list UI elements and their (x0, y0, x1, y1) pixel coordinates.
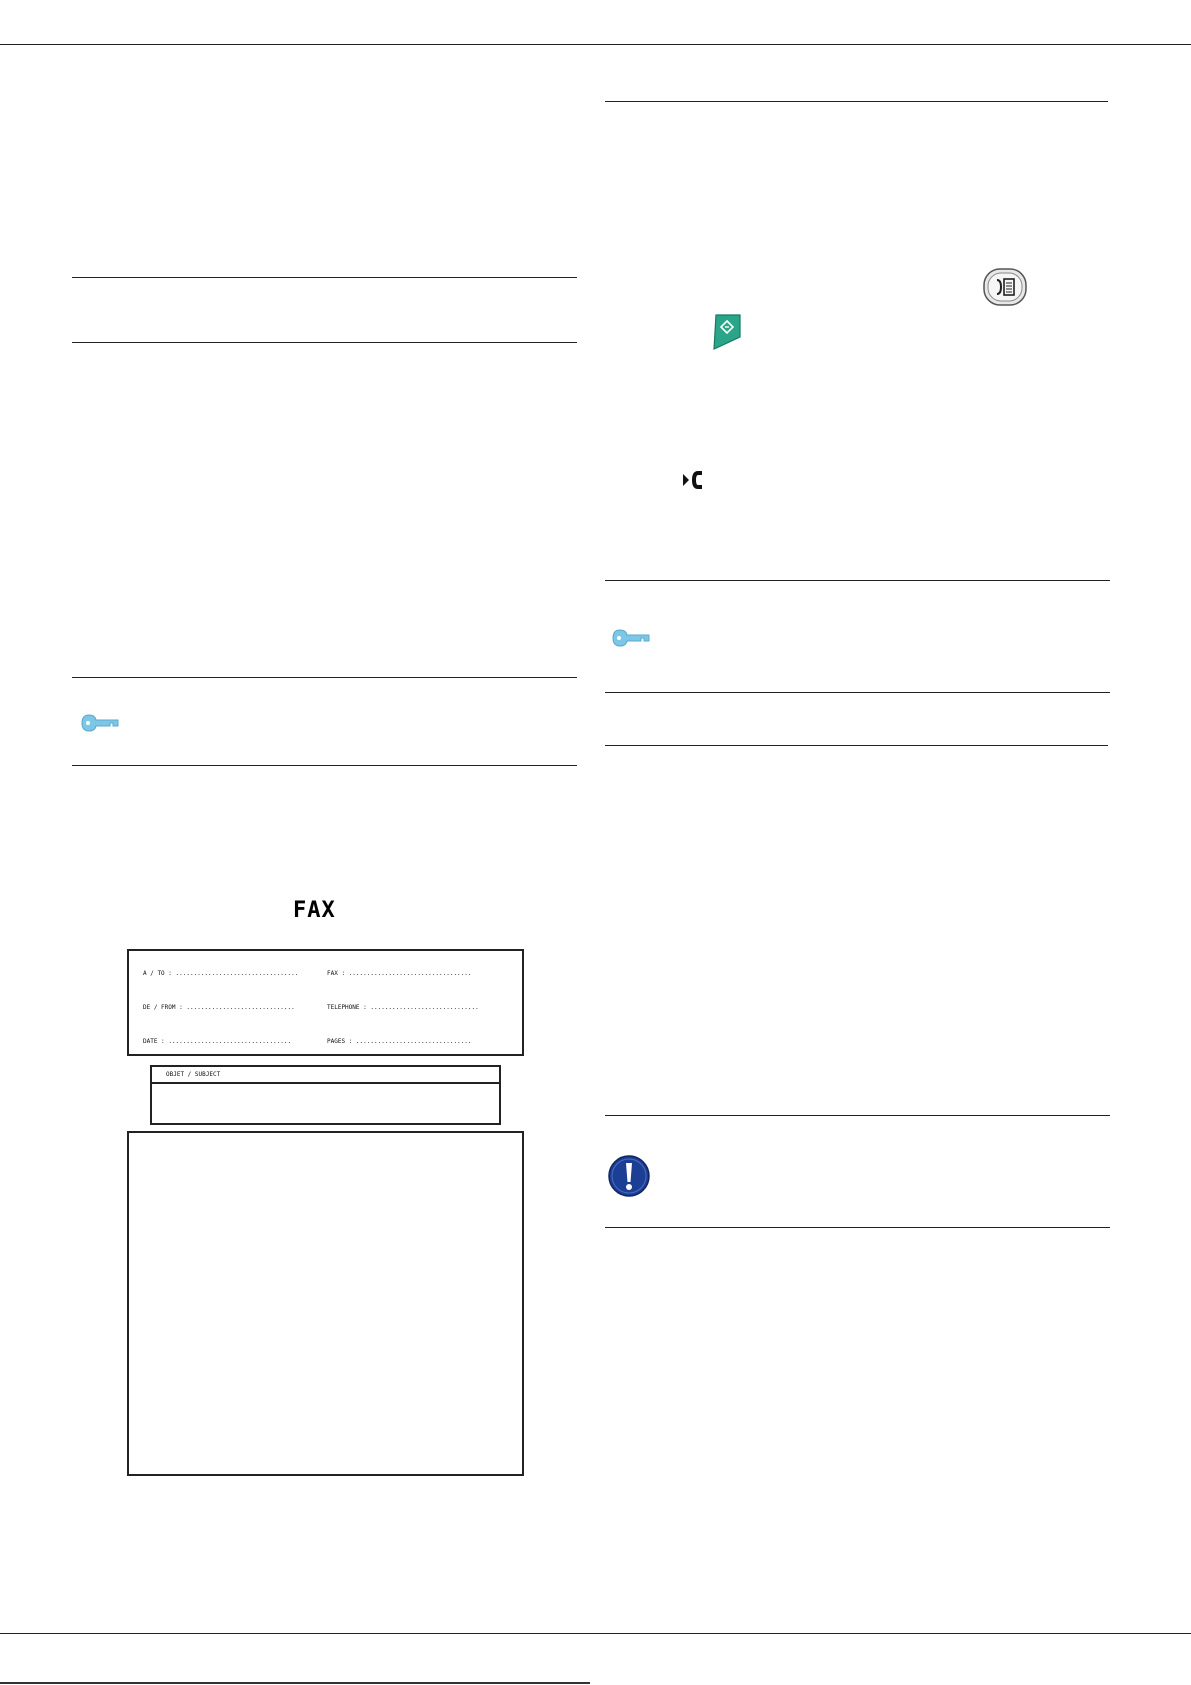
right-rule-1 (605, 101, 1108, 102)
exclamation-icon (607, 1154, 651, 1198)
right-rule-3 (605, 692, 1110, 693)
left-rule-4 (72, 765, 577, 766)
from-label: DE / FROM : (143, 1004, 183, 1011)
pages-label: PAGES : (327, 1038, 353, 1045)
to-dots: .................................. (175, 970, 299, 977)
telephone-field (327, 1004, 479, 1011)
left-rule-2 (72, 342, 577, 343)
left-rule-1 (72, 277, 577, 278)
left-rule-3 (72, 677, 577, 678)
phone-line-icon (681, 467, 705, 493)
subject-label: OBJET / SUBJECT (166, 1071, 221, 1078)
key-icon (611, 627, 651, 649)
from-dots: .............................. (186, 1004, 295, 1011)
telephone-dots: .............................. (370, 1004, 479, 1011)
telephone-label: TELEPHONE : (327, 1004, 367, 1011)
right-rule-2 (605, 580, 1110, 581)
right-rule-4 (605, 745, 1108, 746)
directory-button-icon (983, 268, 1027, 306)
to-label: A / TO : (143, 970, 172, 977)
fax-body-box (127, 1131, 524, 1476)
from-field (143, 1004, 295, 1011)
right-rule-6 (605, 1227, 1110, 1228)
subject-divider (151, 1082, 500, 1084)
pages-dots: ................................ (355, 1038, 472, 1045)
date-dots: .................................. (168, 1038, 292, 1045)
top-rule (0, 44, 1191, 45)
fax-title: FAX (293, 898, 336, 923)
key-icon (80, 712, 120, 734)
date-label: DATE : (143, 1038, 165, 1045)
bottom-strip (0, 1682, 590, 1684)
bottom-rule (0, 1633, 1191, 1634)
fax-field (327, 970, 472, 977)
to-field (143, 970, 298, 977)
start-button-icon (710, 313, 742, 351)
date-field (143, 1038, 291, 1045)
right-rule-5 (605, 1115, 1110, 1116)
fax-dots: .................................. (348, 970, 472, 977)
fax-label: FAX : (327, 970, 346, 977)
pages-field (327, 1038, 472, 1045)
